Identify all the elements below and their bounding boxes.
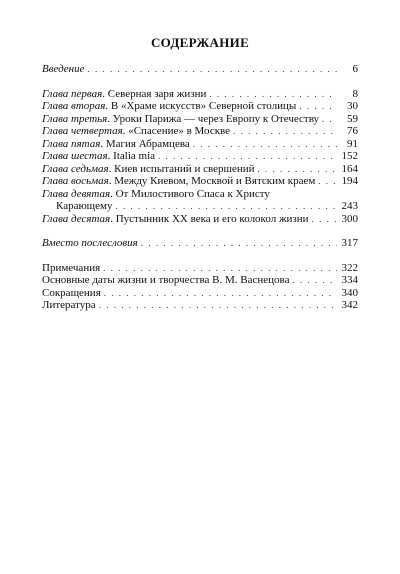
toc-page-number: 152 [341,150,358,162]
chapter-title: От Милостивого Спаса к Христу [115,187,270,200]
toc-page-number: 91 [347,137,358,150]
chapter-title: Магия Абрамцева [105,137,190,150]
toc-page-number: 300 [341,212,358,225]
chapter-prefix: Глава третья [42,112,108,125]
toc-page-number: 59 [347,112,358,125]
toc-page-number: 8 [352,87,358,100]
toc-entry-intro[interactable] [42,63,358,76]
dot-leader [104,287,337,300]
toc-page-number: 243 [341,200,358,212]
toc-label: Примечания [42,261,101,274]
chapter-prefix: Глава четвертая [42,125,123,137]
chapter-prefix: Глава десятая [42,212,111,225]
chapter-title: Между Киевом, Москвой и Вятским краем [114,175,316,187]
toc-entry-chapter-7[interactable]: Глава седьмая. Киев испытаний и свершений . . . 164 [42,163,358,176]
toc-entry-literature[interactable] [42,299,358,312]
chapters-group [42,88,358,226]
chapter-prefix: Глава пятая [42,137,101,150]
appendix-group [42,262,358,312]
toc-page-number: 6 [352,63,358,75]
toc-entry-chapter-9[interactable]: Глава девятая. От Милостивого Спаса к Христу [42,187,270,200]
toc-page-number: 342 [341,299,358,311]
dot-leader [322,113,337,126]
toc-page-number: 76 [347,125,358,137]
chapter-prefix: Глава седьмая [42,162,109,175]
toc-entry-chapter-4[interactable]: Глава четвертая. «Спасение» в Москве . . . 76 [42,125,358,138]
dot-leader [99,299,337,312]
chapter-prefix: Глава первая [42,87,103,100]
page-title: СОДЕРЖАНИЕ [150,35,250,50]
dot-leader [88,63,337,76]
chapter-prefix: Глава девятая [42,187,111,200]
toc-page-number: 30 [347,100,358,112]
table-of-contents [42,63,358,312]
dot-leader [292,274,337,287]
toc-entry-chapter-5[interactable]: Глава пятая. Магия Абрамцева . . . 91 [42,138,358,151]
toc-entry-chapter-1[interactable]: Глава первая. Северная заря жизни . . . 8 [42,88,358,101]
toc-page-number: 340 [341,286,358,299]
chapter-prefix: Глава восьмая [42,175,109,187]
toc-label: Литература [42,299,96,311]
chapter-title: Уроки Парижа — через Европу к Отечеству [112,112,320,125]
toc-entry-notes[interactable] [42,262,358,275]
chapter-title: Киев испытаний и свершений [114,162,255,175]
dot-leader [312,213,337,226]
chapter-title: «Спасение» в Москве [128,125,231,137]
chapter-prefix: Глава шестая [42,150,108,162]
toc-label: Основные даты жизни и творчества В. М. Васнецова [42,274,290,286]
dot-leader [233,125,337,138]
toc-page-number: 194 [341,175,358,187]
toc-page-number: 334 [341,274,358,286]
toc-label: Сокращения [42,286,101,299]
toc-label: Вместо послесловия [42,237,138,249]
toc-entry-chapter-2[interactable]: Глава вторая. В «Храме искусств» Северной столицы . . . 30 [42,100,358,113]
dot-leader [209,88,337,101]
dot-leader [299,100,337,113]
toc-entry-chapter-9-continuation[interactable] [42,200,358,213]
dot-leader [193,138,337,151]
toc-entry-dates[interactable] [42,274,358,287]
toc-entry-abbreviations[interactable] [42,287,358,300]
chapter-prefix: Глава вторая [42,100,106,112]
chapter-title: В «Храме искусств» Северной столицы [110,100,297,112]
toc-page-number: 164 [341,162,358,175]
dot-leader [103,262,337,275]
dot-leader [116,200,338,213]
chapter-title-continuation: Карающему [56,200,113,212]
dot-leader [318,175,337,188]
toc-entry-chapter-10[interactable]: Глава десятая. Пустынник XX века и его колокол жизни . . . 300 [42,213,358,226]
chapter-title: Пустынник XX века и его колокол жизни [115,212,309,225]
chapter-title: Italia mia [113,150,156,162]
toc-entry-chapter-3[interactable]: Глава третья. Уроки Парижа — через Европу к Отечеству . . . 59 [42,113,358,126]
toc-entry-chapter-6[interactable]: Глава шестая. Italia mia . . . 152 [42,150,358,163]
toc-page-number: 317 [341,237,358,249]
toc-entry-afterword[interactable] [42,237,358,250]
toc-label: Введение [42,63,85,75]
dot-leader [141,237,337,250]
chapter-title: Северная заря жизни [107,87,207,100]
dot-leader [158,150,337,163]
toc-page-number: 322 [341,261,358,274]
toc-entry-chapter-8[interactable]: Глава восьмая. Между Киевом, Москвой и Вятским краем . . . 194 [42,175,358,188]
dot-leader [257,163,337,176]
